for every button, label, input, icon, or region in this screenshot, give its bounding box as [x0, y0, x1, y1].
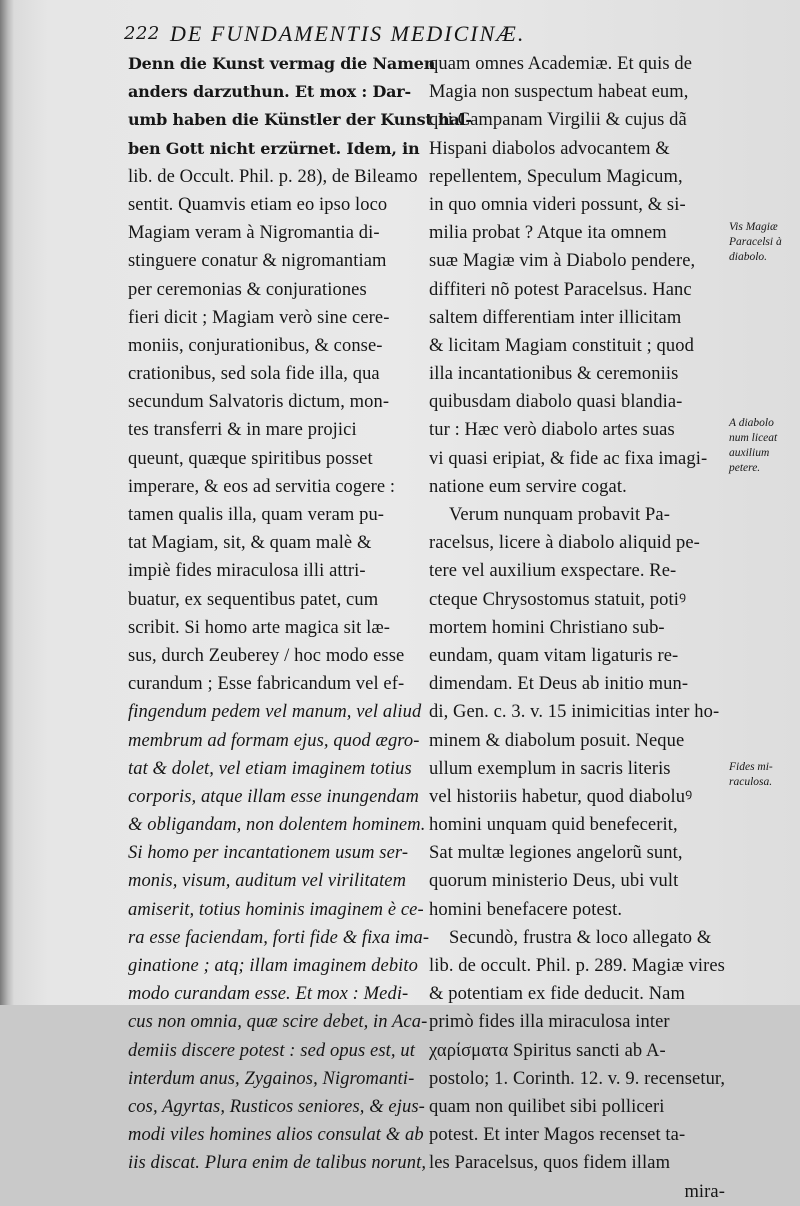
text-line: cos, Agyrtas, Rusticos seniores, & ejus- — [128, 1096, 425, 1117]
left-text-column — [128, 50, 472, 1178]
text-line: Sat multæ legiones angelorũ sunt, — [429, 843, 683, 864]
text-line: moniis, conjurationibus, & conse- — [128, 335, 383, 356]
text-line: interdum anus, Zygainos, Nigromanti- — [128, 1068, 415, 1089]
text-line: stinguere conatur & nigromantiam — [128, 251, 387, 272]
text-line: mira- — [684, 1181, 725, 1202]
text-line: Denn die Kunst vermag die Namen — [128, 54, 436, 73]
margin-note-devil-help — [729, 416, 799, 476]
text-line: cus non omnia, quæ scire debet, in Aca- — [128, 1012, 428, 1033]
text-line: homini unquam quid benefecerit, — [429, 815, 678, 836]
text-line: homini benefacere potest. — [429, 899, 623, 920]
margin-note-line: diabolo. — [729, 251, 768, 263]
text-line: tat Magiam, sit, & quam malè & — [128, 533, 372, 554]
text-line: fingendum pedem vel manum, vel aliud — [128, 702, 422, 723]
text-line: χαρίσματα Spiritus sancti ab A- — [429, 1040, 666, 1061]
text-line: in quo omnia videri possunt, & si- — [429, 194, 686, 215]
margin-note-line: raculosa. — [729, 776, 773, 788]
text-line: ra esse faciendam, forti fide & fixa ima- — [128, 927, 430, 948]
text-line: Secundò, frustra & loco allegato & — [449, 927, 712, 948]
text-line: scribit. Si homo arte magica sit læ- — [128, 617, 391, 638]
margin-note-line: num liceat — [729, 432, 778, 444]
text-line: ginatione ; atq; illam imaginem debito — [128, 956, 418, 976]
text-line: & licitam Magiam constituit ; quod — [429, 335, 694, 356]
text-line: illa incantationibus & ceremoniis — [429, 364, 679, 385]
text-line: minem & diabolum posuit. Neque — [429, 730, 685, 751]
text-line: & potentiam ex fide deducit. Nam — [429, 984, 685, 1005]
text-line: tamen qualis illa, quam veram pu- — [128, 505, 385, 525]
text-line: primò fides illa miraculosa inter — [429, 1012, 670, 1033]
text-line: lib. de Occult. Phil. p. 28), de Bileamo — [128, 166, 418, 187]
text-line: Magiam veram à Nigromantia di- — [128, 223, 380, 244]
text-line: imperare, & eos ad servitia cogere : — [128, 476, 396, 497]
text-line: monis, visum, auditum vel virilitatem — [128, 871, 407, 892]
text-line: suæ Magiæ vim à Diabolo pendere, — [429, 251, 696, 272]
text-line: milia probat ? Atque ita omnem — [429, 223, 667, 244]
text-line: & obligandam, non dolentem hominem. — [128, 815, 426, 836]
text-line: lib. de occult. Phil. p. 289. Magiæ vires — [429, 956, 725, 976]
text-line: sentit. Quamvis etiam eo ipso loco — [128, 194, 388, 215]
text-line: di, Gen. c. 3. v. 15 inimicitias inter ho- — [429, 702, 720, 723]
text-line: quorum ministerio Deus, ubi vult — [429, 871, 679, 892]
text-line: quam non quilibet sibi polliceri — [429, 1096, 665, 1117]
text-line: crationibus, sed sola fide illa, qua — [128, 364, 380, 385]
text-line: les Paracelsus, quos fidem illam — [429, 1153, 671, 1174]
text-line: curandum ; Esse fabricandum vel ef- — [128, 674, 405, 695]
text-line: vel historiis habetur, quod diaboluꝰ — [429, 786, 693, 807]
margin-note-magic-power — [729, 220, 799, 265]
page-header — [124, 22, 724, 48]
running-head: DE FUNDAMENTIS MEDICINÆ. — [170, 21, 526, 46]
text-line: Si homo per incantationem usum ser- — [128, 843, 409, 864]
text-line: tur : Hæc verò diabolo artes suas — [429, 420, 675, 441]
margin-note-line: auxilium — [729, 447, 770, 459]
text-line: Magia non suspectum habeat eum, — [429, 82, 689, 103]
text-line: umb haben die Künstler der Kunst hal- — [128, 110, 472, 130]
text-line: diffiteri nõ potest Paracelsus. Hanc — [429, 279, 692, 300]
margin-note-miraculous-faith — [729, 760, 799, 790]
text-line: modi viles homines alios consulat & ab — [128, 1125, 424, 1146]
text-line: secundum Salvatoris dictum, mon- — [128, 392, 390, 413]
text-line: cteque Chrysostomus statuit, potiꝰ — [429, 589, 687, 610]
text-line: ben Gott nicht erzürnet. Idem, in — [128, 138, 420, 158]
text-line: sus, durch Zeuberey / hoc modo esse — [128, 645, 405, 666]
text-line: anders darzuthun. Et mox : Dar- — [128, 82, 411, 102]
text-line: tes transferri & in mare projici — [128, 420, 357, 441]
margin-note-line: Fides mi- — [729, 761, 773, 773]
text-line: iis discat. Plura enim de talibus norunt, — [128, 1153, 427, 1174]
text-line: Hispani diabolos advocantem & — [429, 138, 670, 159]
text-line: per ceremonias & conjurationes — [128, 279, 367, 300]
text-line: fieri dicit ; Magiam verò sine cere- — [128, 307, 390, 328]
text-line: repellentem, Speculum Magicum, — [429, 166, 683, 187]
text-line: demiis discere potest : sed opus est, ut — [128, 1040, 415, 1061]
text-line: quam omnes Academiæ. Et quis de — [429, 54, 693, 74]
page-number: 222 — [124, 23, 160, 44]
margin-note-line: Vis Magiæ — [729, 221, 778, 233]
gutter-shadow — [0, 0, 14, 1005]
text-line: natione eum servire cogat. — [429, 476, 627, 497]
margin-note-line: Paracelsi à — [729, 236, 782, 248]
text-line: postolo; 1. Corinth. 12. v. 9. recensetur, — [429, 1068, 726, 1089]
margin-note-line: A diabolo — [729, 417, 774, 429]
text-line: vi quasi eripiat, & fide ac fixa imagi- — [429, 448, 708, 469]
text-line: qui Campanam Virgilii & cujus dã — [429, 110, 687, 131]
text-line: mortem homini Christiano sub- — [429, 617, 665, 638]
text-line: saltem differentiam inter illicitam — [429, 307, 682, 328]
margin-notes — [727, 0, 800, 1005]
text-line: eundam, quam vitam ligaturis re- — [429, 645, 679, 666]
right-text-column — [429, 50, 725, 1206]
text-line: dimendam. Et Deus ab initio mun- — [429, 674, 689, 695]
text-line: amiserit, totius hominis imaginem è ce- — [128, 899, 424, 920]
text-line: corporis, atque illam esse inungendam — [128, 786, 419, 807]
text-line: impiè fides miraculosa illi attri- — [128, 561, 366, 582]
text-line: tere vel auxilium exspectare. Re- — [429, 561, 677, 582]
text-line: potest. Et inter Magos recenset ta- — [429, 1125, 686, 1146]
text-line: ullum exemplum in sacris literis — [429, 758, 671, 779]
text-line: tat & dolet, vel etiam imaginem totius — [128, 758, 412, 779]
margin-note-line: petere. — [729, 462, 761, 474]
text-line: buatur, ex sequentibus patet, cum — [128, 589, 379, 610]
text-line: membrum ad formam ejus, quod ægro- — [128, 730, 420, 751]
text-line: quibusdam diabolo quasi blandia- — [429, 392, 683, 413]
text-line: modo curandam esse. Et mox : Medi- — [128, 984, 409, 1005]
text-line: queunt, quæque spiritibus posset — [128, 448, 373, 469]
text-line: racelsus, licere à diabolo aliquid pe- — [429, 533, 700, 554]
text-line: Verum nunquam probavit Pa- — [449, 505, 670, 525]
